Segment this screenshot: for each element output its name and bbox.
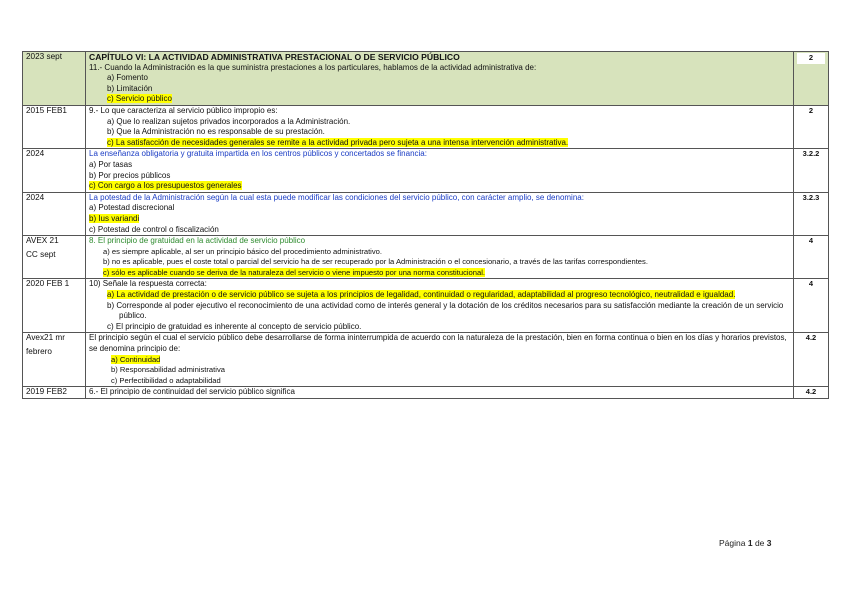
option-a: a) Por tasas xyxy=(89,159,133,169)
option-c: c) El principio de gratuidad es inherente al concepto de servicio público. xyxy=(107,321,362,331)
option-b: b) Por precios públicos xyxy=(89,170,171,180)
table-row xyxy=(23,105,829,148)
option-b: b) no es aplicable, pues el coste total o parcial del servicio ha de ser recuperado por la Administración o el concesionario, a través de las tarifas correspondientes. xyxy=(103,257,648,267)
option-b: b) Que la Administración no es responsable de su prestación. xyxy=(107,127,325,137)
row-date: AVEX 21 CC sept xyxy=(23,236,86,279)
table-row xyxy=(23,192,829,235)
questions-table xyxy=(22,51,829,399)
table-row xyxy=(23,236,829,279)
option-b: b) Ius variandi xyxy=(89,213,140,223)
row-body xyxy=(86,192,794,235)
row-ref: 4 xyxy=(794,279,829,333)
option-b: b) Limitación xyxy=(107,83,153,93)
option-a: a) Continuidad xyxy=(111,354,161,364)
page-footer: Página 1 de 3 xyxy=(719,538,772,548)
option-c: c) Servicio público xyxy=(107,94,172,104)
row-body xyxy=(86,105,794,148)
option-c: c) Con cargo a los presupuestos generales xyxy=(89,181,242,191)
option-a: a) es siempre aplicable, al ser un principio básico del procedimiento administrativo. xyxy=(103,246,382,256)
table-row xyxy=(23,149,829,192)
question-text: El principio según el cual el servicio público debe desarrollarse de forma ininterrumpida de acuerdo con la naturaleza de la prestación, bien en forma continua o bien en los días y horarios previstos, se denomina principio de: xyxy=(89,333,787,354)
row-ref: 2 xyxy=(794,52,829,106)
question-text: La enseñanza obligatoria y gratuita impartida en los centros públicos y concertados se financia: xyxy=(89,149,427,159)
question-text: 9.- Lo que caracteriza al servicio público impropio es: xyxy=(89,105,278,115)
option-b: b) Responsabilidad administrativa xyxy=(111,365,225,375)
option-b: b) Corresponde al poder ejecutivo el reconocimiento de una actividad como de interés general y la dotación de los créditos necesarios para su satisfacción mediante la creación de un servicio público. xyxy=(107,300,784,321)
row-body xyxy=(86,279,794,333)
row-body xyxy=(86,236,794,279)
row-ref: 4.2 xyxy=(794,387,829,399)
row-body xyxy=(86,387,794,399)
table-row xyxy=(23,333,829,387)
option-a: a) Potestad discrecional xyxy=(89,203,175,213)
row-ref: 4.2 xyxy=(794,333,829,387)
row-body xyxy=(86,149,794,192)
option-c: c) Potestad de control o fiscalización xyxy=(89,224,219,234)
question-text: 6.- El principio de continuidad del servicio público significa xyxy=(89,387,295,397)
option-c: c) sólo es aplicable cuando se deriva de la naturaleza del servicio o viene impuesto por una norma constitucional. xyxy=(103,267,486,277)
option-a: a) Fomento xyxy=(107,73,148,83)
row-date: 2024 xyxy=(23,149,86,192)
table-row xyxy=(23,52,829,106)
question-text: 11.- Cuando la Administración es la que suministra prestaciones a los particulares, hablamos de la actividad administrativa de: xyxy=(89,62,537,72)
table-row xyxy=(23,387,829,399)
page-number: 1 xyxy=(747,538,753,548)
row-date: Avex21 mr febrero xyxy=(23,333,86,387)
option-c: c) Perfectibilidad o adaptabilidad xyxy=(111,375,221,385)
row-date: 2015 FEB1 xyxy=(23,105,86,148)
option-a: a) La actividad de prestación o de servicio público se sujeta a los principios de legalidad, continuidad o regularidad, adaptabilidad al progreso tecnológico, neutralidad e igualdad. xyxy=(107,290,736,300)
chapter-title: CAPÍTULO VI: LA ACTIVIDAD ADMINISTRATIVA PRESTACIONAL O DE SERVICIO PÚBLICO xyxy=(89,52,460,62)
table-row xyxy=(23,279,829,333)
question-text: 8. El principio de gratuidad en la actividad de servicio público xyxy=(89,236,306,246)
row-ref: 2 xyxy=(794,105,829,148)
option-a: a) Que lo realizan sujetos privados incorporados a la Administración. xyxy=(107,116,351,126)
row-body xyxy=(86,52,794,106)
question-text: 10) Señale la respuesta correcta: xyxy=(89,279,207,289)
row-date: 2023 sept xyxy=(23,52,86,106)
row-date: 2019 FEB2 xyxy=(23,387,86,399)
row-date: 2020 FEB 1 xyxy=(23,279,86,333)
row-ref: 3.2.3 xyxy=(794,192,829,235)
row-ref: 4 xyxy=(794,236,829,279)
row-body xyxy=(86,333,794,387)
row-ref: 3.2.2 xyxy=(794,149,829,192)
page-total: 3 xyxy=(766,538,772,548)
row-date: 2024 xyxy=(23,192,86,235)
question-text: La potestad de la Administración según la cual esta puede modificar las condiciones del servicio público, con carácter amplio, se denomina: xyxy=(89,192,584,202)
option-c: c) La satisfacción de necesidades generales se remite a la actividad privada pero sujeta a una intensa intervención administrativa. xyxy=(107,137,569,147)
